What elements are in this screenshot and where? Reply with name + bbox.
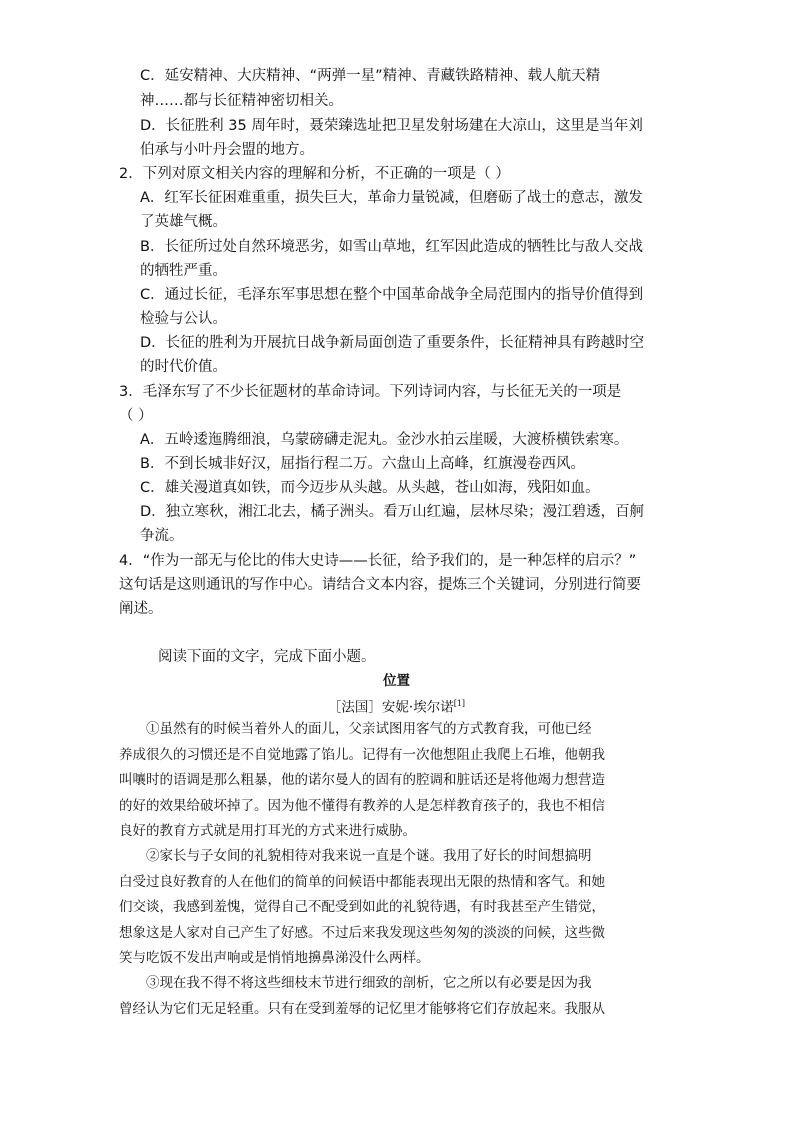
- p2-line5: 笑与吃饭不发出声响或是悄悄地擤鼻涕没什么两样。: [119, 950, 430, 966]
- p1-line3: 叫嚷时的语调是那么粗暴，他的诺尔曼人的固有的腔调和脏话还是将他竭力想营造: [119, 772, 605, 788]
- q1-option-c-line1: C．延安精神、大庆精神、“两弹一星”精神、青藏铁路精神、载人航天精: [140, 68, 601, 84]
- q2-option-d-line1: D．长征的胜利为开展抗日战争新局面创造了重要条件，长征精神具有跨越时空: [140, 335, 645, 351]
- author-footnote-marker: [1]: [453, 699, 466, 708]
- p1-line1: ①虽然有的时候当着外人的面儿，父亲试图用客气的方式教育我，可他已经: [146, 721, 592, 737]
- p1-line4: 的好的效果给破坏掉了。因为他不懂得有教养的人是怎样教育孩子的，我也不相信: [119, 798, 605, 814]
- q2-option-a-line2: 了英雄气概。: [140, 214, 227, 230]
- p2-line1: ②家长与子女间的礼貌相待对我来说一直是个谜。我用了好长的时间想搞明: [146, 848, 592, 864]
- p1-line2: 养成很久的习惯还是不自觉地露了馅儿。记得有一次他想阻止我爬上石堆，他朝我: [119, 747, 605, 763]
- q2-option-b-line1: B．长征所过处自然环境恶劣，如雪山草地，红军因此造成的牺牲比与敌人交战: [140, 239, 643, 255]
- q2-option-b-line2: 的牺牲严重。: [140, 263, 227, 279]
- q2-stem: 2．下列对原文相关内容的理解和分析，不正确的一项是（ ）: [119, 166, 510, 182]
- p2-line2: 白受过良好教育的人在他们的简单的问候语中都能表现出无限的热情和客气。和她: [119, 874, 605, 890]
- article-author: [0, 694, 793, 718]
- author-name: ［法国］安妮·埃尔诺: [327, 699, 454, 716]
- q3-answer-paren: （ ）: [119, 408, 153, 424]
- q1-option-c-line2: 神……都与长征精神密切相关。: [140, 93, 343, 109]
- q3-option-d-line1: D．独立寒秋，湘江北去，橘子洲头。看万山红遍，层林尽染；漫江碧透，百舸: [140, 504, 645, 520]
- q2-option-c-line1: C．通过长征，毛泽东军事思想在整个中国革命战争全局范围内的指导价值得到: [140, 287, 644, 303]
- q3-option-d-line2: 争流。: [140, 528, 184, 544]
- reading-instruction: 阅读下面的文字，完成下面小题。: [158, 649, 376, 665]
- q1-option-d-line1: D．长征胜利 35 周年时，聂荣臻选址把卫星发射场建在大凉山，这里是当年刘: [140, 118, 643, 134]
- q2-option-d-line2: 的时代价值。: [140, 359, 227, 375]
- p1-line5: 良好的教育方式就是用打耳光的方式来进行威胁。: [119, 823, 416, 839]
- q3-stem: 3．毛泽东写了不少长征题材的革命诗词。下列诗词内容，与长征无关的一项是: [119, 384, 622, 400]
- p3-line2: 曾经认为它们无足轻重。只有在受到羞辱的记忆里才能够将它们存放起来。我服从: [119, 1001, 605, 1017]
- q4-line3: 阐述。: [119, 601, 163, 617]
- q2-option-c-line2: 检验与公认。: [140, 311, 227, 327]
- article-title: 位置: [383, 673, 410, 689]
- q3-option-a: A．五岭逶迤腾细浪，乌蒙磅礴走泥丸。金沙水拍云崖暖，大渡桥横铁索寒。: [140, 432, 629, 448]
- p3-line1: ③现在我不得不将这些细枝末节进行细致的剖析，它之所以有必要是因为我: [146, 975, 592, 991]
- q3-option-b: B．不到长城非好汉，屈指行程二万。六盘山上高峰，红旗漫卷西风。: [140, 456, 585, 472]
- q2-option-a-line1: A．红军长征困难重重，损失巨大，革命力量锐减，但磨砺了战士的意志，激发: [140, 190, 643, 206]
- p2-line4: 想象这是人家对自己产生了好感。不过后来我发现这些匆匆的淡淡的问候，这些微: [119, 925, 605, 941]
- q4-line1: 4．“作为一部无与伦比的伟大史诗——长征，给予我们的，是一种怎样的启示？”: [119, 553, 637, 569]
- q3-option-c: C．雄关漫道真如铁，而今迈步从头越。从头越，苍山如海，残阳如血。: [140, 480, 600, 496]
- p2-line3: 们交谈，我感到羞愧，觉得自己不配受到如此的礼貌待遇，有时我甚至产生错觉，: [119, 899, 605, 915]
- q1-option-d-line2: 伯承与小叶丹会盟的地方。: [140, 142, 314, 158]
- q4-line2: 这句话是这则通讯的写作中心。请结合文本内容，提炼三个关键词，分别进行简要: [119, 577, 641, 593]
